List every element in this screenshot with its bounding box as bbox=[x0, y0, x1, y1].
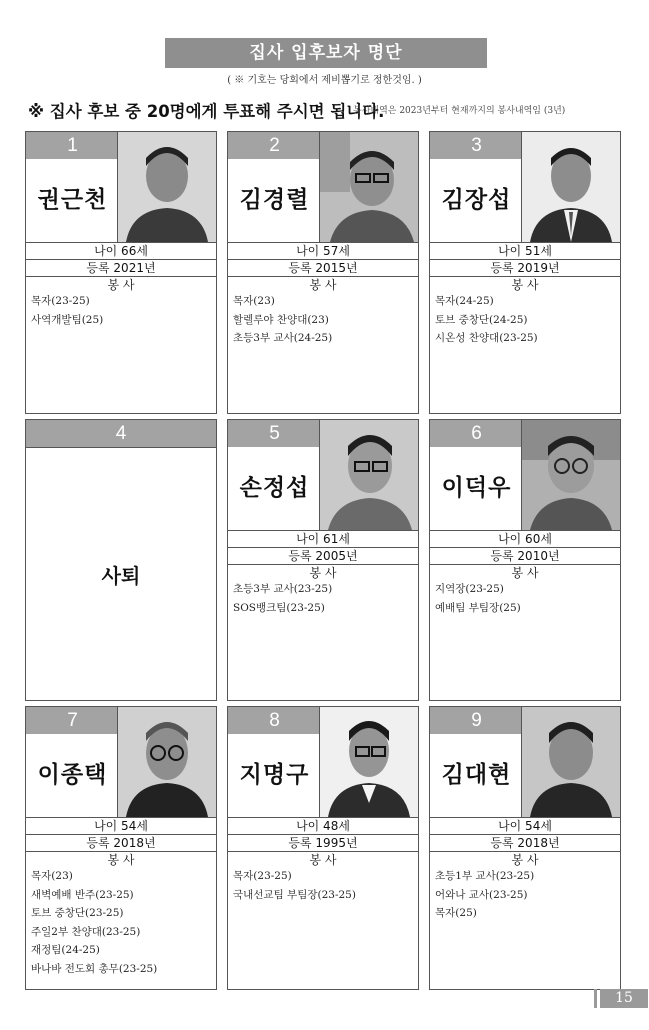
candidate-number: 8 bbox=[228, 707, 321, 734]
candidate-age: 나이 48세 bbox=[228, 817, 418, 834]
page-title: 집사 입후보자 명단 bbox=[165, 38, 487, 68]
candidate-registered: 등록 2005년 bbox=[228, 547, 418, 564]
service-item: 지역장(23-25) bbox=[435, 583, 504, 595]
candidate-card-7 bbox=[25, 706, 217, 990]
candidate-age: 나이 61세 bbox=[228, 530, 418, 547]
service-list bbox=[435, 292, 616, 348]
candidate-registered: 등록 2019년 bbox=[430, 259, 620, 276]
candidate-age: 나이 57세 bbox=[228, 242, 418, 259]
candidate-number: 6 bbox=[430, 420, 523, 447]
candidate-registered: 등록 2018년 bbox=[430, 834, 620, 851]
candidate-photo bbox=[521, 420, 620, 530]
candidate-number: 4 bbox=[26, 420, 216, 447]
candidate-number: 5 bbox=[228, 420, 321, 447]
candidate-registered: 등록 2015년 bbox=[228, 259, 418, 276]
candidate-card-1 bbox=[25, 131, 217, 414]
service-item: 목자(25) bbox=[435, 907, 477, 919]
service-header: 봉 사 bbox=[228, 851, 418, 868]
candidate-age: 나이 51세 bbox=[430, 242, 620, 259]
candidate-name: 김대현 bbox=[441, 762, 512, 788]
service-item: 목자(23) bbox=[31, 870, 73, 882]
candidate-name: 지명구 bbox=[239, 762, 310, 788]
service-item: 목자(23-25) bbox=[233, 870, 292, 882]
service-item: 토브 중창단(23-25) bbox=[31, 907, 124, 919]
candidate-number: 3 bbox=[430, 132, 523, 159]
candidate-photo bbox=[319, 420, 418, 530]
candidate-registered: 등록 2010년 bbox=[430, 547, 620, 564]
service-list bbox=[31, 292, 212, 329]
service-item: 토브 중창단(24-25) bbox=[435, 313, 528, 326]
service-period-note: 봉사내역은 2023년부터 현재까지의 봉사내역임 (3년) bbox=[353, 106, 566, 116]
candidate-card-8 bbox=[227, 706, 419, 990]
voting-instruction: ※ 집사 후보 중 20명에게 투표해 주시면 됩니다. bbox=[28, 102, 385, 121]
candidate-name: 손정섭 bbox=[239, 475, 310, 501]
candidate-name: 김장섭 bbox=[441, 187, 512, 213]
service-header: 봉 사 bbox=[228, 276, 418, 293]
service-item: 목자(24-25) bbox=[435, 295, 494, 307]
candidate-name: 이종택 bbox=[37, 762, 108, 788]
service-list bbox=[31, 867, 212, 978]
candidate-number: 1 bbox=[26, 132, 119, 159]
candidate-age: 나이 54세 bbox=[430, 817, 620, 834]
service-item: 예배팀 부팀장(25) bbox=[435, 601, 521, 614]
candidate-photo bbox=[117, 707, 216, 817]
service-item: SOS뱅크팀(23-25) bbox=[233, 601, 325, 614]
candidate-number: 2 bbox=[228, 132, 321, 159]
service-list bbox=[233, 580, 414, 617]
service-item: 국내선교팀 부팀장(23-25) bbox=[233, 888, 356, 901]
page-subtitle: ( ※ 기호는 당회에서 제비뽑기로 정한것임. ) bbox=[227, 75, 422, 86]
candidate-registered: 등록 2021년 bbox=[26, 259, 216, 276]
service-item: 재정팀(24-25) bbox=[31, 944, 100, 956]
candidate-name: 이덕우 bbox=[441, 475, 512, 501]
candidate-photo bbox=[521, 707, 620, 817]
candidate-registered: 등록 2018년 bbox=[26, 834, 216, 851]
service-item: 초등3부 교사(24-25) bbox=[233, 332, 333, 344]
service-list bbox=[435, 867, 616, 923]
candidate-age: 나이 66세 bbox=[26, 242, 216, 259]
candidate-name: 김경렬 bbox=[239, 187, 310, 213]
candidate-card-6 bbox=[429, 419, 621, 701]
service-list bbox=[435, 580, 616, 617]
candidate-card-9 bbox=[429, 706, 621, 990]
service-item: 시온성 찬양대(23-25) bbox=[435, 332, 538, 344]
candidate-card-5 bbox=[227, 419, 419, 701]
service-item: 주일2부 찬양대(23-25) bbox=[31, 925, 141, 938]
candidate-photo bbox=[117, 132, 216, 242]
service-item: 목자(23) bbox=[233, 295, 275, 307]
service-header: 봉 사 bbox=[430, 851, 620, 868]
service-item: 할렐루야 찬양대(23) bbox=[233, 313, 329, 326]
candidate-card-3 bbox=[429, 131, 621, 414]
candidate-age: 나이 60세 bbox=[430, 530, 620, 547]
service-item: 목자(23-25) bbox=[31, 295, 90, 307]
service-header: 봉 사 bbox=[430, 564, 620, 581]
candidate-photo bbox=[319, 132, 418, 242]
candidate-number: 9 bbox=[430, 707, 523, 734]
service-header: 봉 사 bbox=[26, 276, 216, 293]
service-list bbox=[233, 867, 414, 904]
candidate-photo bbox=[521, 132, 620, 242]
service-list bbox=[233, 292, 414, 348]
candidate-number: 7 bbox=[26, 707, 119, 734]
service-header: 봉 사 bbox=[228, 564, 418, 581]
service-header: 봉 사 bbox=[430, 276, 620, 293]
service-item: 사역개발팀(25) bbox=[31, 313, 104, 326]
service-item: 새벽예배 반주(23-25) bbox=[31, 888, 134, 901]
service-item: 어와나 교사(23-25) bbox=[435, 888, 528, 901]
service-item: 초등3부 교사(23-25) bbox=[233, 583, 333, 595]
candidate-name: 권근천 bbox=[37, 187, 108, 213]
service-item: 초등1부 교사(23-25) bbox=[435, 870, 535, 882]
candidate-card-4 bbox=[25, 419, 217, 701]
service-header: 봉 사 bbox=[26, 851, 216, 868]
candidate-age: 나이 54세 bbox=[26, 817, 216, 834]
candidate-photo bbox=[319, 707, 418, 817]
candidate-card-2 bbox=[227, 131, 419, 414]
service-item: 바나바 전도회 총무(23-25) bbox=[31, 962, 158, 975]
page-number: 15 bbox=[600, 989, 648, 1008]
candidate-registered: 등록 1995년 bbox=[228, 834, 418, 851]
resigned-status: 사퇴 bbox=[26, 447, 216, 700]
